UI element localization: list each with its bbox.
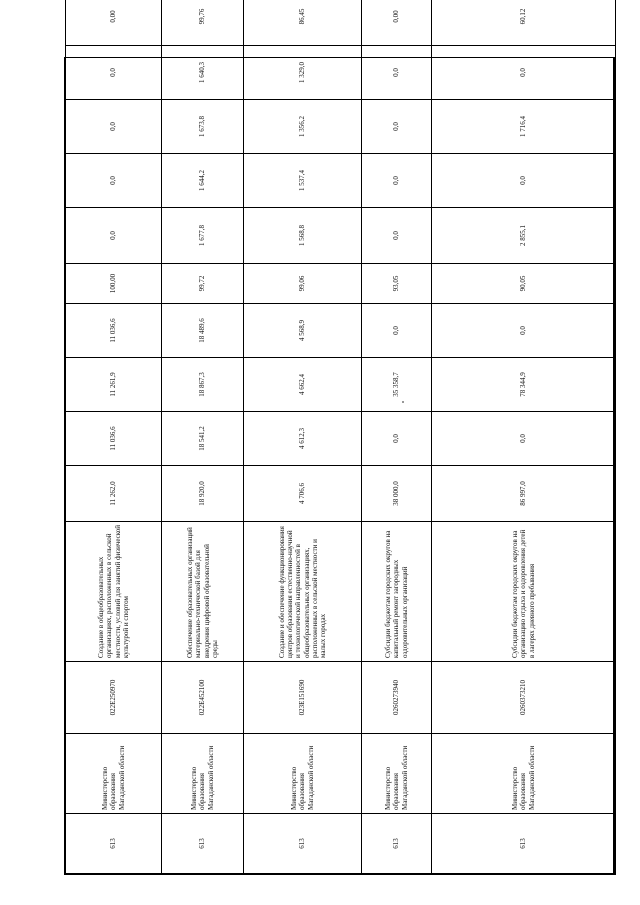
row-value-2: 0,0 — [432, 412, 616, 466]
row-code: 613 — [362, 814, 432, 874]
table-rotator — [65, 8, 615, 874]
row-value-10: 99,76 — [162, 0, 244, 46]
row-value-9: 0,0 — [66, 46, 162, 100]
table-row — [432, 0, 616, 874]
row-value-5: 90,05 — [432, 264, 616, 304]
row-value-6: 0,0 — [362, 208, 432, 264]
row-kbk: 022Е250970 — [66, 662, 162, 734]
row-value-4: 0,0 — [362, 304, 432, 358]
row-org: Министерство образования Магаданской области — [162, 734, 244, 814]
row-name: Создание в общеобразовательных организациях, расположенных в сельской местности, условий для занятий физической культурой и спортом — [66, 522, 162, 662]
row-value-10: 0,00 — [362, 0, 432, 46]
row-value-10: 0,00 — [66, 0, 162, 46]
row-value-9: 0,0 — [432, 46, 616, 100]
row-value-3: 11 261,9 — [66, 358, 162, 412]
table-body — [66, 0, 616, 874]
row-value-3: 78 344,9 — [432, 358, 616, 412]
row-value-8: 1 716,4 — [432, 100, 616, 154]
row-value-7: 0,0 — [362, 154, 432, 208]
row-value-4: 18 489,6 — [162, 304, 244, 358]
row-value-3: 18 867,3 — [162, 358, 244, 412]
row-value-4: 11 036,6 — [66, 304, 162, 358]
row-value-7: 0,0 — [66, 154, 162, 208]
row-value-5: 99,06 — [244, 264, 362, 304]
row-value-2: 18 541,2 — [162, 412, 244, 466]
row-value-4: 4 568,9 — [244, 304, 362, 358]
row-value-2: 11 036,6 — [66, 412, 162, 466]
row-kbk: 023Е151690 — [244, 662, 362, 734]
row-value-8: 0,0 — [66, 100, 162, 154]
table-row — [162, 0, 244, 874]
row-org: Министерство образования Магаданской области — [244, 734, 362, 814]
row-value-9: 1 640,3 — [162, 46, 244, 100]
row-value-10: 86,45 — [244, 0, 362, 46]
row-value-4: 0,0 — [432, 304, 616, 358]
row-code: 613 — [66, 814, 162, 874]
row-value-1: 4 706,6 — [244, 466, 362, 522]
table-row — [362, 0, 432, 874]
row-code: 613 — [432, 814, 616, 874]
row-kbk: 0260273940 — [362, 662, 432, 734]
row-value-3: 35 358,7 — [362, 358, 432, 412]
row-value-1: 86 997,0 — [432, 466, 616, 522]
row-value-7: 1 644,2 — [162, 154, 244, 208]
row-value-1: 11 262,0 — [66, 466, 162, 522]
row-value-5: 93,05 — [362, 264, 432, 304]
row-value-7: 0,0 — [432, 154, 616, 208]
row-value-6: 0,0 — [66, 208, 162, 264]
row-code: 613 — [244, 814, 362, 874]
row-org: Министерство образования Магаданской области — [66, 734, 162, 814]
row-name: Создание и обеспечение функционирования центров образования естественно-научной и технологической направленностей в общеобразовательных организациях, расположенных в сельской местности и малых городах — [244, 522, 362, 662]
row-value-8: 1 673,8 — [162, 100, 244, 154]
row-value-7: 1 537,4 — [244, 154, 362, 208]
rotated-table-frame — [64, 8, 616, 875]
row-value-3: 4 662,4 — [244, 358, 362, 412]
row-value-8: 0,0 — [362, 100, 432, 154]
row-value-2: 4 612,3 — [244, 412, 362, 466]
row-code: 613 — [162, 814, 244, 874]
row-name: Субсидии бюджетам городских округов на капитальный ремонт загородных оздоровительных организаций — [362, 522, 432, 662]
row-name: Субсидии бюджетам городских округов на организацию отдыха и оздоровления детей в лагерях дневного пребывания — [432, 522, 616, 662]
row-org: Министерство образования Магаданской области — [432, 734, 616, 814]
row-value-2: 0,0 — [362, 412, 432, 466]
row-kbk: 022Е452100 — [162, 662, 244, 734]
row-value-5: 99,72 — [162, 264, 244, 304]
row-value-1: 18 920,0 — [162, 466, 244, 522]
row-value-5: 100,00 — [66, 264, 162, 304]
row-value-9: 0,0 — [362, 46, 432, 100]
row-value-6: 1 677,8 — [162, 208, 244, 264]
scan-speck — [402, 401, 404, 403]
table-row — [66, 0, 162, 874]
row-value-1: 38 000,0 — [362, 466, 432, 522]
row-value-6: 2 855,1 — [432, 208, 616, 264]
row-value-10: 60,12 — [432, 0, 616, 46]
row-org: Министерство образования Магаданской области — [362, 734, 432, 814]
table-row — [244, 0, 362, 874]
row-name: Обеспечение образовательных организаций материально-технической базой для внедрения цифровой образовательной среды — [162, 522, 244, 662]
budget-table — [65, 0, 616, 874]
row-kbk: 0260373210 — [432, 662, 616, 734]
row-value-9: 1 329,0 — [244, 46, 362, 100]
row-value-6: 1 568,8 — [244, 208, 362, 264]
row-value-8: 1 356,2 — [244, 100, 362, 154]
